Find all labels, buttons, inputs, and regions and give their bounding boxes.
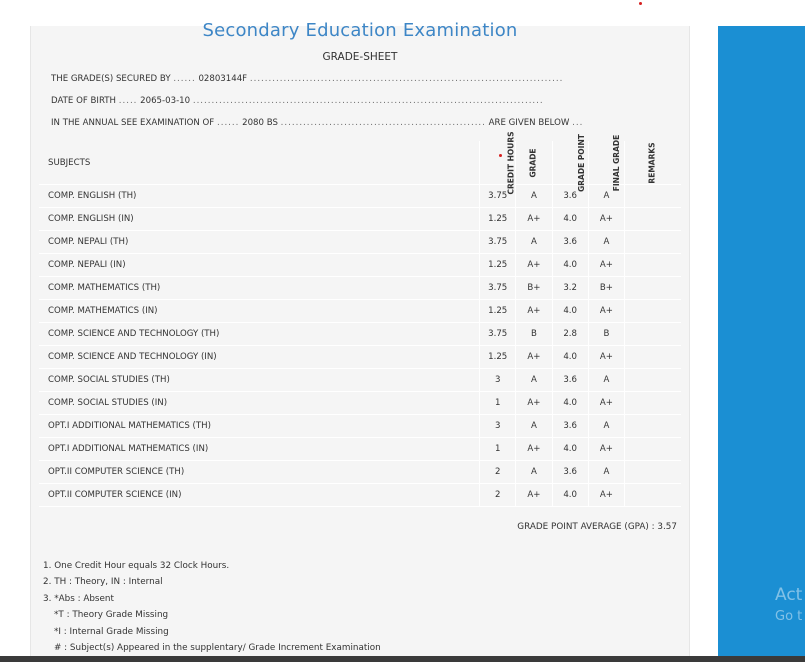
subject-cell: COMP. ENGLISH (IN) [39, 208, 480, 231]
grade-cell: A+ [516, 300, 552, 323]
remarks-cell [625, 461, 681, 484]
table-row [39, 300, 681, 323]
symbol-number: 02803144F [198, 74, 248, 84]
footnote-item: # : Subject(s) Appeared in the supplentary/ Grade Increment Examination [54, 642, 381, 653]
subject-cell: COMP. SCIENCE AND TECHNOLOGY (TH) [39, 323, 480, 346]
subject-cell: OPT.II COMPUTER SCIENCE (IN) [39, 484, 480, 507]
red-marker-dot [499, 154, 502, 157]
credit-hours-cell: 3 [480, 415, 516, 438]
dot-leader: ... [572, 118, 584, 128]
remarks-cell [625, 392, 681, 415]
remarks-cell [625, 208, 681, 231]
grade-point-cell: 3.6 [552, 185, 588, 208]
activation-watermark: Act [775, 585, 803, 605]
grade-cell: A+ [516, 484, 552, 507]
header-final-grade: FINAL GRADE [588, 141, 624, 185]
grade-cell: A+ [516, 346, 552, 369]
header-subjects: SUBJECTS [39, 141, 480, 185]
gpa-summary: GRADE POINT AVERAGE (GPA) : 3.57 [517, 522, 677, 532]
table-row [39, 438, 681, 461]
final-grade-cell: A+ [588, 300, 624, 323]
credit-hours-cell: 3.75 [480, 323, 516, 346]
sheet-subtitle: GRADE-SHEET [322, 51, 398, 63]
remarks-cell [625, 346, 681, 369]
subject-cell: COMP. MATHEMATICS (IN) [39, 300, 480, 323]
secured-by-line [51, 74, 611, 84]
remarks-cell [625, 484, 681, 507]
dot-leader: .............................................................................................. [192, 96, 544, 106]
grade-cell: A [516, 369, 552, 392]
table-row [39, 254, 681, 277]
table-row [39, 461, 681, 484]
red-marker-dot [639, 2, 642, 5]
table-row [39, 415, 681, 438]
remarks-cell [625, 254, 681, 277]
table-row [39, 277, 681, 300]
final-grade-cell: A [588, 415, 624, 438]
remarks-cell [625, 300, 681, 323]
credit-hours-cell: 3.75 [480, 277, 516, 300]
grade-point-cell: 2.8 [552, 323, 588, 346]
dot-leader: ...... [173, 74, 196, 84]
dob-value: 2065-03-10 [140, 96, 191, 106]
credit-hours-cell: 3.75 [480, 231, 516, 254]
grade-cell: A+ [516, 208, 552, 231]
dot-leader: ....................................................... [280, 118, 486, 128]
dot-leader: ..... [118, 96, 138, 106]
subject-cell: COMP. NEPALI (TH) [39, 231, 480, 254]
grade-point-cell: 3.6 [552, 461, 588, 484]
bottom-taskbar-edge [0, 656, 805, 662]
header-grade-point: GRADE POINT [552, 141, 588, 185]
grade-point-cell: 3.6 [552, 415, 588, 438]
subject-cell: COMP. NEPALI (IN) [39, 254, 480, 277]
grade-cell: A+ [516, 392, 552, 415]
grade-point-cell: 4.0 [552, 300, 588, 323]
final-grade-cell: A [588, 185, 624, 208]
final-grade-cell: A+ [588, 346, 624, 369]
credit-hours-cell: 2 [480, 484, 516, 507]
table-header-row [39, 141, 681, 185]
footnote-item: *I : Internal Grade Missing [54, 626, 169, 637]
subject-cell: OPT.I ADDITIONAL MATHEMATICS (TH) [39, 415, 480, 438]
dot-leader: ...... [216, 118, 240, 128]
table-row [39, 208, 681, 231]
final-grade-cell: A+ [588, 438, 624, 461]
exam-label: IN THE ANNUAL SEE EXAMINATION OF [51, 118, 215, 128]
grade-point-cell: 4.0 [552, 438, 588, 461]
activation-watermark-sub: Go t [775, 609, 803, 624]
subject-cell: COMP. ENGLISH (TH) [39, 185, 480, 208]
grade-point-cell: 4.0 [552, 484, 588, 507]
credit-hours-cell: 3 [480, 369, 516, 392]
subject-cell: COMP. MATHEMATICS (TH) [39, 277, 480, 300]
footnote-item: *T : Theory Grade Missing [54, 610, 169, 621]
footnote-item: 1. One Credit Hour equals 32 Clock Hours. [43, 561, 230, 571]
footnotes [43, 558, 381, 656]
credit-hours-cell: 1.25 [480, 208, 516, 231]
exam-value: 2080 BS [242, 118, 278, 128]
exam-line [51, 118, 611, 128]
grade-point-cell: 3.6 [552, 369, 588, 392]
table-row [39, 323, 681, 346]
remarks-cell [625, 369, 681, 392]
credit-hours-cell: 1.25 [480, 300, 516, 323]
credit-hours-cell: 1 [480, 438, 516, 461]
subject-cell: COMP. SOCIAL STUDIES (IN) [39, 392, 480, 415]
grade-point-cell: 4.0 [552, 208, 588, 231]
dob-line [51, 96, 611, 106]
subject-cell: OPT.I ADDITIONAL MATHEMATICS (IN) [39, 438, 480, 461]
table-row [39, 346, 681, 369]
grade-table-body [39, 185, 681, 507]
final-grade-cell: A+ [588, 484, 624, 507]
grade-table [39, 130, 681, 507]
remarks-cell [625, 185, 681, 208]
credit-hours-cell: 3.75 [480, 185, 516, 208]
dot-leader: .................................................................................... [249, 74, 564, 84]
credit-hours-cell: 1 [480, 392, 516, 415]
final-grade-cell: A [588, 369, 624, 392]
final-grade-cell: A+ [588, 208, 624, 231]
grade-point-cell: 3.6 [552, 231, 588, 254]
sheet-title: Secondary Education Examination [202, 20, 518, 41]
table-row [39, 369, 681, 392]
final-grade-cell: B [588, 323, 624, 346]
subject-cell: OPT.II COMPUTER SCIENCE (TH) [39, 461, 480, 484]
grade-point-cell: 4.0 [552, 346, 588, 369]
footnote-item: 3. *Abs : Absent [43, 593, 114, 604]
grade-cell: A+ [516, 438, 552, 461]
header-credit-hours: CREDIT HOURS [480, 141, 516, 185]
grade-cell: A [516, 231, 552, 254]
header-grade: GRADE [516, 141, 552, 185]
subject-cell: COMP. SCIENCE AND TECHNOLOGY (IN) [39, 346, 480, 369]
table-row [39, 231, 681, 254]
final-grade-cell: A+ [588, 392, 624, 415]
grade-cell: A [516, 415, 552, 438]
credit-hours-cell: 1.25 [480, 254, 516, 277]
table-row [39, 484, 681, 507]
grade-point-cell: 4.0 [552, 392, 588, 415]
header-remarks: REMARKS [625, 141, 681, 185]
dob-label: DATE OF BIRTH [51, 96, 117, 106]
remarks-cell [625, 277, 681, 300]
final-grade-cell: A [588, 461, 624, 484]
grade-cell: A+ [516, 254, 552, 277]
remarks-cell [625, 231, 681, 254]
grade-cell: B+ [516, 277, 552, 300]
remarks-cell [625, 415, 681, 438]
side-panel [718, 26, 805, 656]
grade-cell: B [516, 323, 552, 346]
grade-sheet-panel [30, 20, 690, 660]
remarks-cell [625, 323, 681, 346]
remarks-cell [625, 438, 681, 461]
grade-point-cell: 3.2 [552, 277, 588, 300]
footnote-item: 2. TH : Theory, IN : Internal [43, 577, 163, 588]
final-grade-cell: B+ [588, 277, 624, 300]
table-row [39, 392, 681, 415]
grade-cell: A [516, 185, 552, 208]
credit-hours-cell: 2 [480, 461, 516, 484]
credit-hours-cell: 1.25 [480, 346, 516, 369]
exam-suffix: ARE GIVEN BELOW [488, 118, 570, 128]
final-grade-cell: A [588, 231, 624, 254]
grade-point-cell: 4.0 [552, 254, 588, 277]
secured-by-label: THE GRADE(S) SECURED BY [51, 74, 171, 84]
final-grade-cell: A+ [588, 254, 624, 277]
grade-cell: A [516, 461, 552, 484]
subject-cell: COMP. SOCIAL STUDIES (TH) [39, 369, 480, 392]
